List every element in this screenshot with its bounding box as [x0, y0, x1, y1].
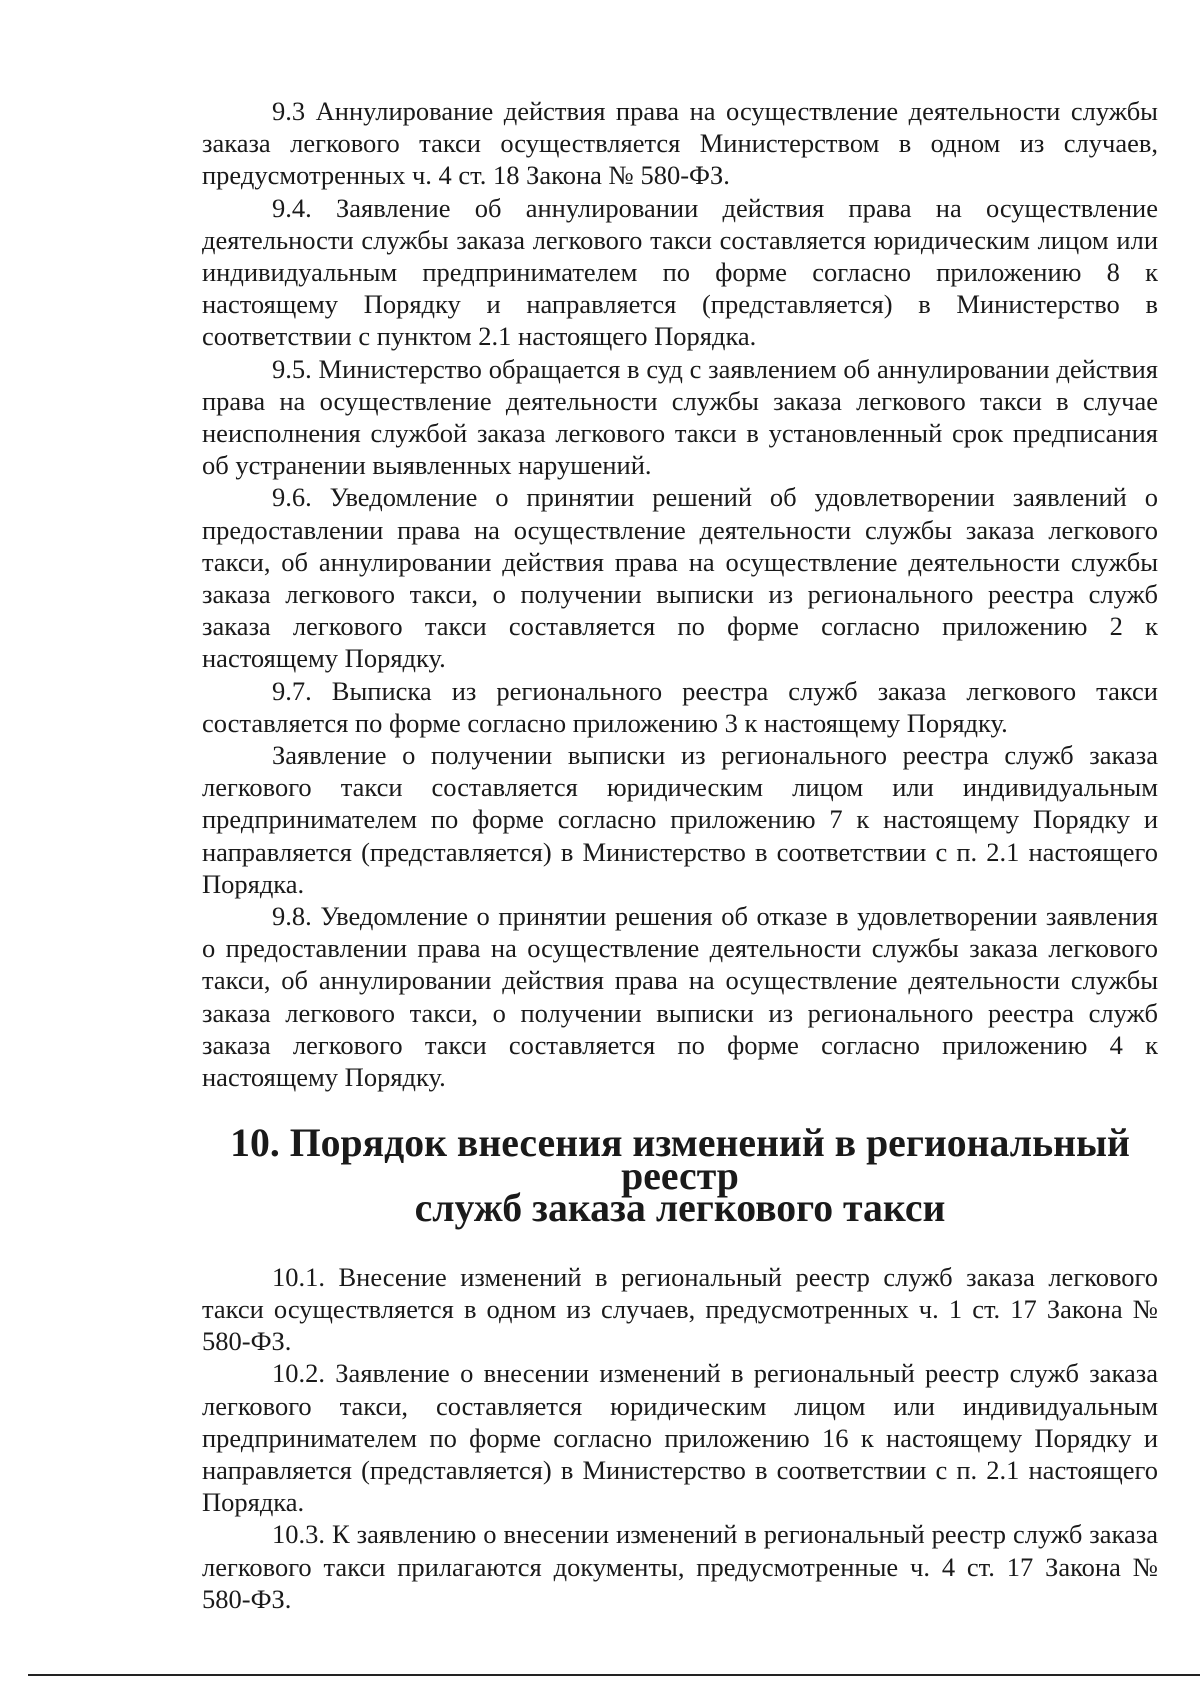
paragraph-9-6: 9.6. Уведомление о принятии решений об удовлетворении заявлений о предоставлении права на осуществление деятельности службы заказа легкового такси, об аннулировании действия права на осуществление деятельности службы заказа легкового такси, о получении выписки из регионального реестра служб заказа легкового такси составляется по форме согласно приложению 2 к настоящему Порядку.	[202, 482, 1158, 674]
paragraph-9-5: 9.5. Министерство обращается в суд с заявлением об аннулировании действия права на осуществление деятельности службы заказа легкового такси в случае неисполнения службой заказа легкового такси в установленный срок предписания об устранении выявленных нарушений.	[202, 353, 1158, 481]
paragraph-9-8: 9.8. Уведомление о принятии решения об отказе в удовлетворении заявления о предоставлении права на осуществление деятельности службы заказа легкового такси, об аннулировании действия права на осуществление деятельности службы заказа легкового такси, о получении выписки из регионального реестра служб заказа легкового такси составляется по форме согласно приложению 4 к настоящему Порядку.	[202, 901, 1158, 1093]
section-10-heading-line-1: 10. Порядок внесения изменений в региональный реестр	[230, 1121, 1130, 1198]
footer-divider-line	[28, 1674, 1200, 1676]
paragraph-9-4: 9.4. Заявление об аннулировании действия права на осуществление деятельности службы заказа легкового такси составляется юридическим лицом или индивидуальным предпринимателем по форме согласно приложению 8 к настоящему Порядку и направляется (представляется) в Министерство в соответствии с пунктом 2.1 настоящего Порядка.	[202, 192, 1158, 352]
paragraph-9-3: 9.3 Аннулирование действия права на осуществление деятельности службы заказа легкового такси осуществляется Министерством в одном из случаев, предусмотренных ч. 4 ст. 18 Закона № 580-ФЗ.	[202, 96, 1158, 191]
section-10-heading	[202, 1121, 1158, 1231]
paragraph-9-7-extract-application: Заявление о получении выписки из регионального реестра служб заказа легкового такси составляется юридическим лицом или индивидуальным предпринимателем по форме согласно приложению 7 к настоящему Порядку и направляется (представляется) в Министерство в соответствии с п. 2.1 настоящего Порядка.	[202, 740, 1158, 899]
paragraph-9-7: 9.7. Выписка из регионального реестра служб заказа легкового такси составляется по форме согласно приложению 3 к настоящему Порядку.	[202, 675, 1158, 738]
paragraph-10-2: 10.2. Заявление о внесении изменений в региональный реестр служб заказа легкового такси, составляется юридическим лицом или индивидуальным предпринимателем по форме согласно приложению 16 к настоящему Порядку и направляется (представляется) в Министерство в соответствии с п. 2.1 настоящего Порядка.	[202, 1358, 1158, 1518]
document-body	[202, 95, 1158, 1615]
section-10-heading-line-2: служб заказа легкового такси	[414, 1186, 946, 1231]
paragraph-10-1: 10.1. Внесение изменений в региональный реестр служб заказа легкового такси осуществляется в одном из случаев, предусмотренных ч. 1 ст. 17 Закона № 580-ФЗ.	[202, 1261, 1158, 1357]
paragraph-10-3: 10.3. К заявлению о внесении изменений в региональный реестр служб заказа легкового такси прилагаются документы, предусмотренные ч. 4 ст. 17 Закона № 580-ФЗ.	[202, 1519, 1158, 1614]
